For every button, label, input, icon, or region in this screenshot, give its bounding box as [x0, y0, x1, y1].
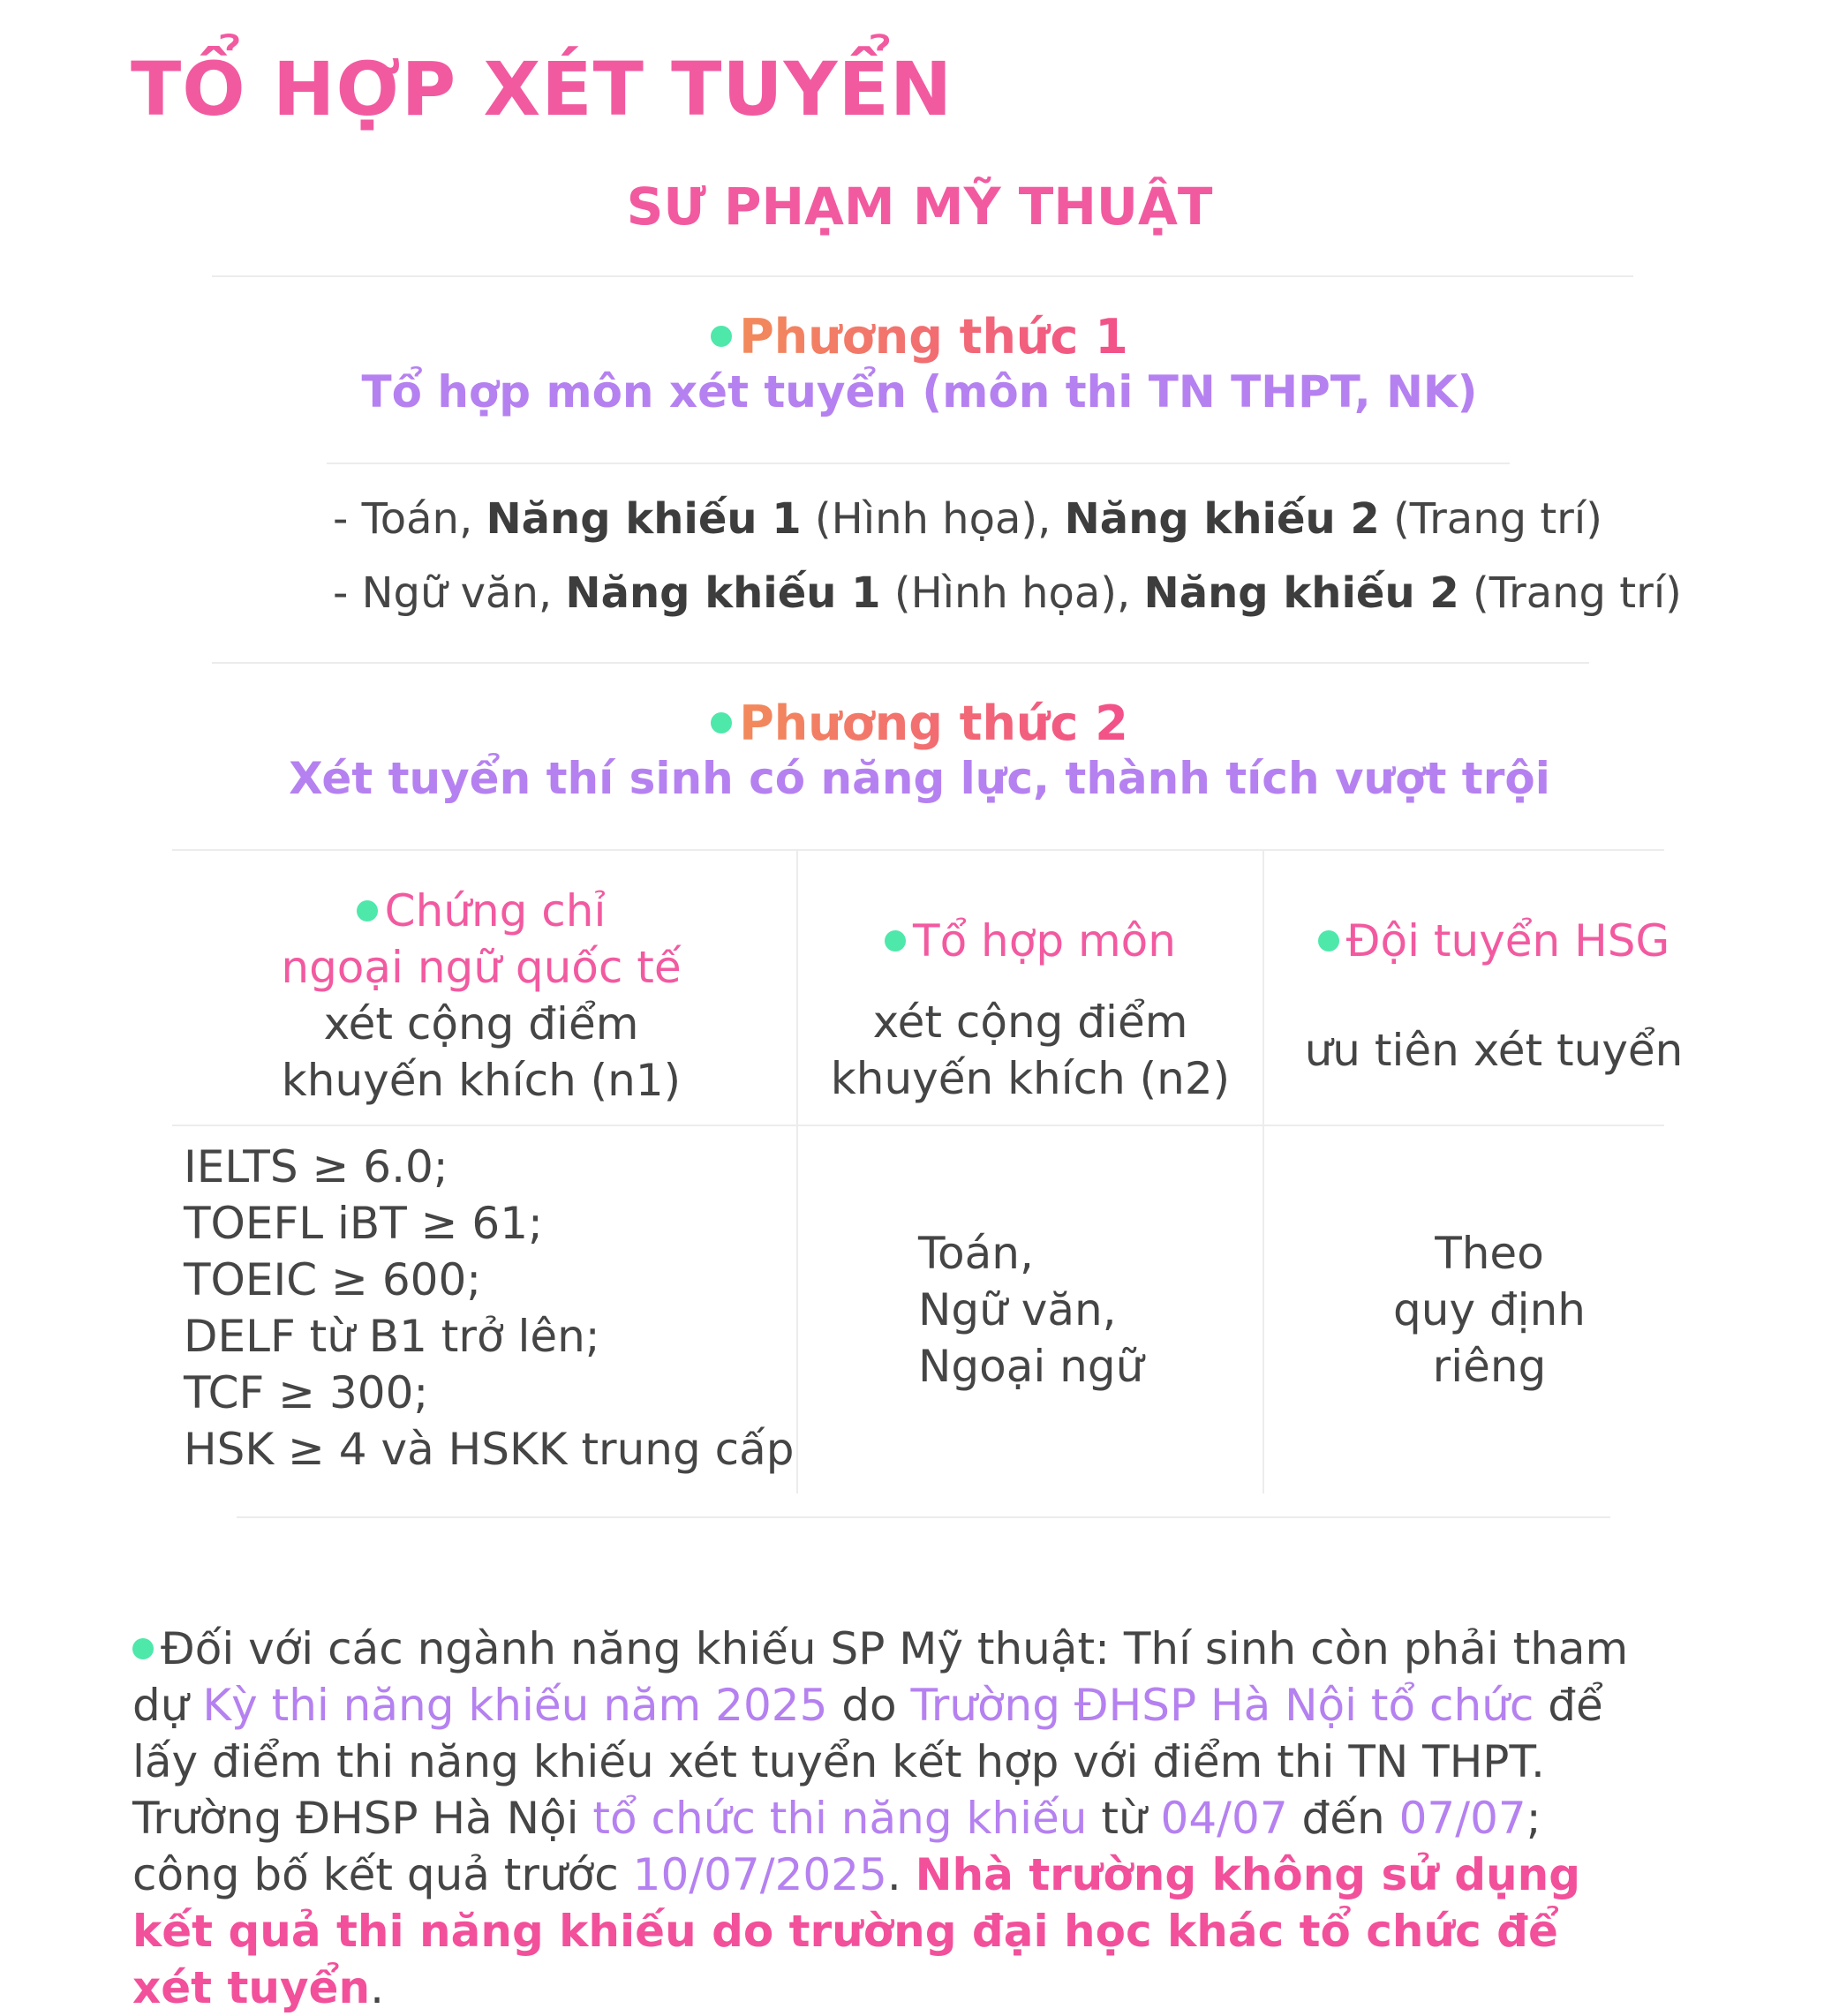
col3-sub-line1: ưu tiên xét tuyển — [1304, 1025, 1684, 1076]
col1-sub-line1: xét cộng điểm — [323, 998, 639, 1049]
col3-title-line1: Đội tuyển HSG — [1264, 913, 1723, 969]
list-item: Ngoại ngữ — [918, 1341, 1144, 1392]
bullet-dot-icon — [711, 712, 732, 733]
bullet-dot-icon — [885, 930, 906, 952]
combo-line-1: - Toán, Năng khiếu 1 (Hình họa), Năng khiếu 2 (Trang trí) — [333, 494, 1602, 544]
page-title: TỔ HỢP XÉT TUYỂN — [131, 46, 953, 132]
list-item: TOEIC ≥ 600; — [184, 1254, 482, 1305]
method2-heading: Phương thức 2 — [0, 696, 1839, 751]
list-item: Toán, — [918, 1228, 1034, 1279]
list-item: TCF ≥ 300; — [184, 1367, 429, 1418]
col1-title-line1: Chứng chỉ — [168, 883, 795, 939]
divider — [212, 662, 1589, 664]
col2-header — [798, 913, 1262, 1107]
list-item: HSK ≥ 4 và HSKK trung cấp — [184, 1424, 795, 1475]
section-subtitle: SƯ PHẠM MỸ THUẬT — [626, 177, 1213, 237]
col2-items — [918, 1225, 1143, 1395]
list-item: Ngữ văn, — [918, 1284, 1117, 1335]
table-header-border — [172, 1125, 1664, 1126]
method1-block — [0, 309, 1839, 417]
list-item: Theo — [1435, 1228, 1544, 1279]
table-top-border — [172, 849, 1664, 851]
bullet-dot-icon — [357, 900, 378, 921]
note-paragraph: Đối với các ngành năng khiếu SP Mỹ thuật: Thí sinh còn phải tham dự Kỳ thi năng khiếu năm 2025 do Trường ĐHSP Hà Nội tổ chức để lấy điểm thi năng khiếu xét tuyển kết hợp với điểm thi TN THPT. Trường ĐHSP Hà Nội tổ chức thi năng khiếu từ 04/07 đến 07/07; công bố kết quả trước 10/07/2025. Nhà trường không sử dụng kết quả thi năng khiếu do trường đại học khác tổ chức để xét tuyển. — [132, 1623, 1629, 2013]
list-item: IELTS ≥ 6.0; — [184, 1141, 448, 1192]
bullet-dot-icon — [132, 1638, 154, 1659]
list-item: riêng — [1432, 1341, 1547, 1392]
list-item: quy định — [1393, 1284, 1586, 1335]
col3-header — [1264, 913, 1723, 1079]
divider — [212, 275, 1633, 277]
col1-header — [168, 883, 795, 1109]
col2-sub-line2: khuyến khích (n2) — [830, 1053, 1231, 1104]
combo-line-2: - Ngữ văn, Năng khiếu 1 (Hình họa), Năng khiếu 2 (Trang trí) — [333, 568, 1682, 618]
divider — [327, 463, 1510, 464]
col2-sub-line1: xét cộng điểm — [872, 997, 1188, 1048]
table-bottom-border — [237, 1516, 1610, 1518]
list-item: DELF từ B1 trở lên; — [184, 1311, 600, 1362]
col1-sub-line2: khuyến khích (n1) — [281, 1055, 682, 1106]
bullet-dot-icon — [711, 326, 732, 347]
col1-title-line2: ngoại ngữ quốc tế — [281, 942, 682, 993]
method1-heading: Phương thức 1 — [0, 309, 1839, 365]
col1-items — [184, 1139, 794, 1478]
bullet-dot-icon — [1318, 930, 1339, 952]
method2-description: Xét tuyển thí sinh có năng lực, thành tích vượt trội — [289, 753, 1550, 804]
list-item: TOEFL iBT ≥ 61; — [184, 1198, 543, 1249]
method2-block — [0, 696, 1839, 804]
method1-description: Tổ hợp môn xét tuyển (môn thi TN THPT, NK) — [361, 366, 1478, 417]
col2-title-line1: Tổ hợp môn — [798, 913, 1262, 969]
col3-items — [1264, 1225, 1715, 1395]
